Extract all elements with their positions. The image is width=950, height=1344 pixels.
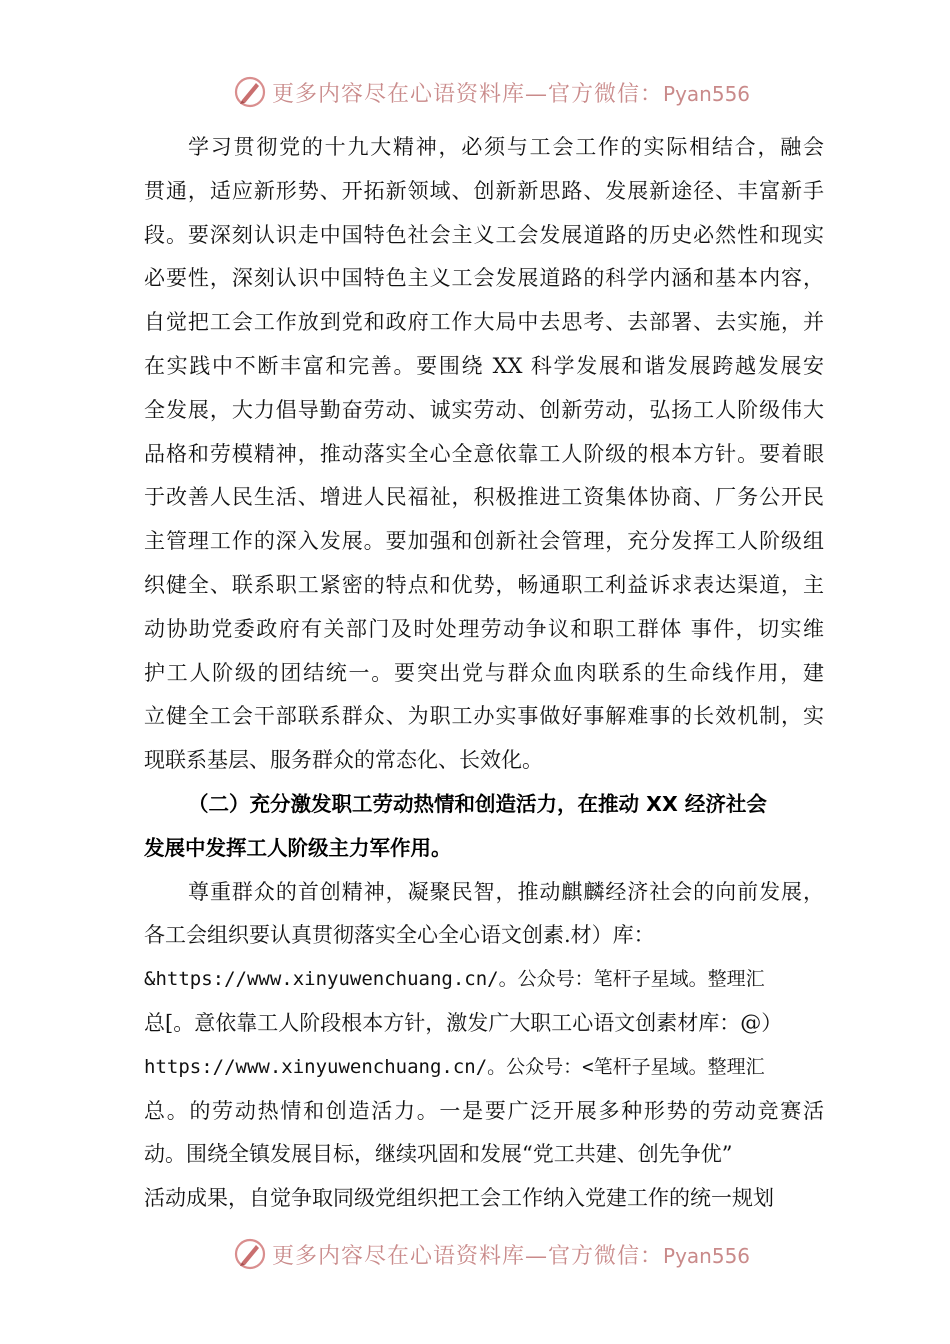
- banner-text: 更多内容尽在心语资料库—官方微信：Pyan556: [272, 82, 751, 107]
- document-body: [144, 126, 824, 1221]
- footer-banner: [0, 1234, 950, 1274]
- text-line: 动协助党委政府有关部门及时处理劳动争议和职工群体 事件，切实维: [144, 616, 824, 641]
- text-line: 贯通，适应新形势、开拓新领域、创新新思路、发展新途径、丰富新手: [144, 178, 824, 203]
- text-line: 在实践中不断丰富和完善。要围绕 XX 科学发展和谐发展跨越发展安: [144, 353, 824, 378]
- text-line: 段。要深刻认识走中国特色社会主义工会发展道路的历史必然性和现实: [144, 222, 824, 247]
- text-line: 总。的劳动热情和创造活力。一是要广泛开展多种形势的劳动竞赛活: [144, 1098, 824, 1123]
- section-heading: （二）充分激发职工劳动热情和创造活力，在推动 XX 经济社会: [188, 791, 767, 816]
- pen-logo-icon: [232, 1236, 268, 1272]
- section-heading: 发展中发挥工人阶级主力军作用。: [144, 835, 452, 860]
- text-line: 尊重群众的首创精神，凝聚民智，推动麒麟经济社会的向前发展，: [188, 879, 824, 904]
- text-line: 各工会组织要认真贯彻落实全心全心语文创素.材）库：: [144, 923, 655, 948]
- text-line: 护工人阶级的团结统一。要突出党与群众血肉联系的生命线作用，建: [144, 660, 824, 685]
- text-line: https://www.xinyuwenchuang.cn/。公众号：<笔杆子星域。整理汇: [144, 1055, 765, 1078]
- text-line: 品格和劳模精神，推动落实全心全意依靠工人阶级的根本方针。要着眼: [144, 441, 824, 466]
- text-line: 现联系基层、服务群众的常态化、长效化。: [144, 748, 543, 773]
- header-banner: [0, 72, 950, 112]
- pen-logo-icon: [232, 74, 268, 110]
- text-line: 自觉把工会工作放到党和政府工作大局中去思考、去部署、去实施，并: [144, 310, 824, 335]
- text-line: 学习贯彻党的十九大精神，必须与工会工作的实际相结合，融会: [188, 135, 824, 159]
- text-line: 动。围绕全镇发展目标，继续巩固和发展“党工共建、创先争优”: [144, 1142, 733, 1167]
- text-line: 织健全、联系职工紧密的特点和优势，畅通职工利益诉求表达渠道，主: [144, 572, 824, 597]
- text-line: 主管理工作的深入发展。要加强和创新社会管理，充分发挥工人阶级组: [144, 529, 824, 554]
- text-line: 立健全工会干部联系群众、为职工办实事做好事解难事的长效机制，实: [144, 704, 824, 729]
- banner-text: 更多内容尽在心语资料库—官方微信：Pyan556: [272, 1244, 751, 1269]
- text-line: &https://www.xinyuwenchuang.cn/。公众号：笔杆子星域。整理汇: [144, 968, 765, 991]
- text-line: 全发展，大力倡导勤奋劳动、诚实劳动、创新劳动，弘扬工人阶级伟大: [144, 397, 824, 422]
- text-line: 活动成果，自觉争取同级党组织把工会工作纳入党建工作的统一规划: [144, 1186, 774, 1211]
- text-line: 必要性，深刻认识中国特色主义工会发展道路的科学内涵和基本内容，: [144, 266, 824, 291]
- text-line: 于改善人民生活、增进人民福祉，积极推进工资集体协商、厂务公开民: [144, 485, 824, 510]
- text-line: 总[。意依靠工人阶段根本方针，激发广大职工心语文创素材库：@）: [144, 1010, 783, 1035]
